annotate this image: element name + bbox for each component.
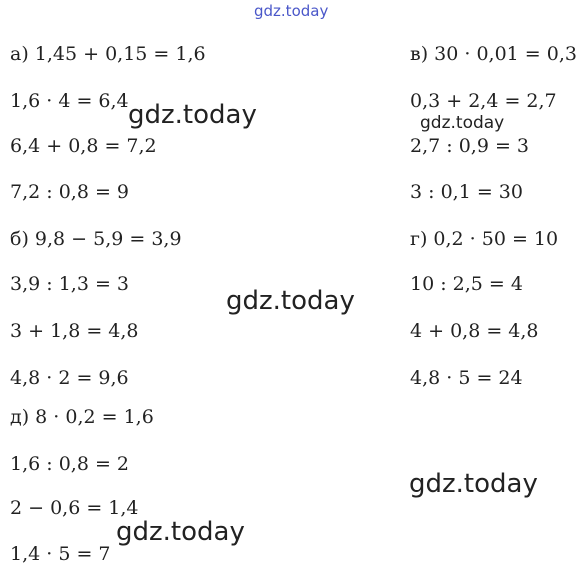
right-line-1: в) 30 · 0,01 = 0,3 xyxy=(410,43,577,65)
right-line-5: г) 0,2 · 50 = 10 xyxy=(410,228,559,250)
left-line-12: 1,4 · 5 = 7 xyxy=(10,543,111,565)
left-line-3: 6,4 + 0,8 = 7,2 xyxy=(10,135,157,157)
right-line-8: 4,8 · 5 = 24 xyxy=(410,367,523,389)
right-line-6: 10 : 2,5 = 4 xyxy=(410,273,523,295)
left-line-8: 4,8 · 2 = 9,6 xyxy=(10,367,129,389)
watermark-4: gdz.today xyxy=(409,469,538,499)
watermark-top: gdz.today xyxy=(254,2,329,20)
left-line-5: б) 9,8 − 5,9 = 3,9 xyxy=(10,228,182,250)
left-line-7: 3 + 1,8 = 4,8 xyxy=(10,320,139,342)
left-line-2: 1,6 · 4 = 6,4 xyxy=(10,90,129,112)
left-line-9: д) 8 · 0,2 = 1,6 xyxy=(10,406,154,428)
left-line-4: 7,2 : 0,8 = 9 xyxy=(10,181,130,203)
left-line-11: 2 − 0,6 = 1,4 xyxy=(10,497,139,519)
watermark-3: gdz.today xyxy=(226,286,355,316)
right-line-2: 0,3 + 2,4 = 2,7 xyxy=(410,90,557,112)
watermark-5: gdz.today xyxy=(116,517,245,547)
watermark-2: gdz.today xyxy=(420,113,505,133)
right-line-7: 4 + 0,8 = 4,8 xyxy=(410,320,539,342)
left-line-10: 1,6 : 0,8 = 2 xyxy=(10,453,130,475)
left-line-1: а) 1,45 + 0,15 = 1,6 xyxy=(10,43,206,65)
left-line-6: 3,9 : 1,3 = 3 xyxy=(10,273,130,295)
right-line-3: 2,7 : 0,9 = 3 xyxy=(410,135,530,157)
watermark-1: gdz.today xyxy=(128,100,257,130)
right-line-4: 3 : 0,1 = 30 xyxy=(410,181,523,203)
